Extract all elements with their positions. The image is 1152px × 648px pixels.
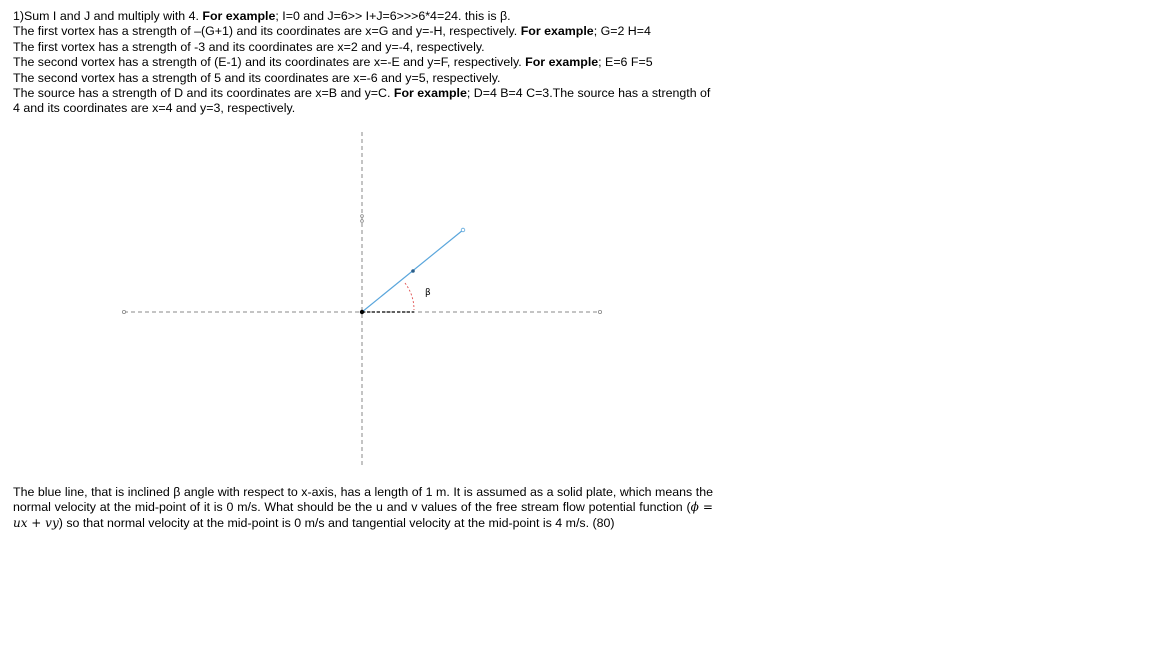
problem-line: 1)Sum I and J and multiply with 4. For example; I=0 and J=6>> I+J=6>>>6*4=24. this is β.: [13, 9, 511, 23]
problem-line: The second vortex has a strength of (E-1) and its coordinates are x=-E and y=F, respectively. For example; E=6 F=5: [13, 55, 653, 70]
question-text: The blue line, that is inclined β angle with respect to x-axis, has a length of 1 m. It is assumed as a solid plate, which means the normal velocity at the mid-point of it is 0 m/s. What should be the u and v values of the free stream flow potential function (ϕ = ux + vy) so that normal velocity at the mid-point is 0 m/s and tangential velocity at the mid-point is 4 m/s. (80): [13, 485, 713, 530]
beta-label: β: [425, 288, 431, 298]
plate-end-point: [461, 228, 465, 232]
plate-mid-point: [411, 269, 415, 273]
potential-function: ϕ = ux + vy: [13, 500, 713, 530]
x-axis-left-end: [122, 310, 125, 313]
problem-line: The first vortex has a strength of -3 and its coordinates are x=2 and y=-4, respectively.: [13, 39, 485, 54]
y-axis-marker: [361, 220, 364, 223]
problem-line: The second vortex has a strength of 5 and its coordinates are x=-6 and y=5, respectively.: [13, 70, 501, 85]
problem-line: The source has a strength of D and its coordinates are x=B and y=C. For example; D=4 B=4 C=3.The source has a strength of 4 and its coordinates are x=4 and y=3, respectively.: [13, 86, 711, 116]
plate-start-point: [360, 310, 364, 314]
x-axis-right-end: [598, 310, 601, 313]
y-axis-marker: [361, 215, 364, 218]
problem-line: The first vortex has a strength of –(G+1) and its coordinates are x=G and y=-H, respectively. For example; G=2 H=4: [13, 24, 651, 39]
beta-arc: [405, 283, 414, 310]
